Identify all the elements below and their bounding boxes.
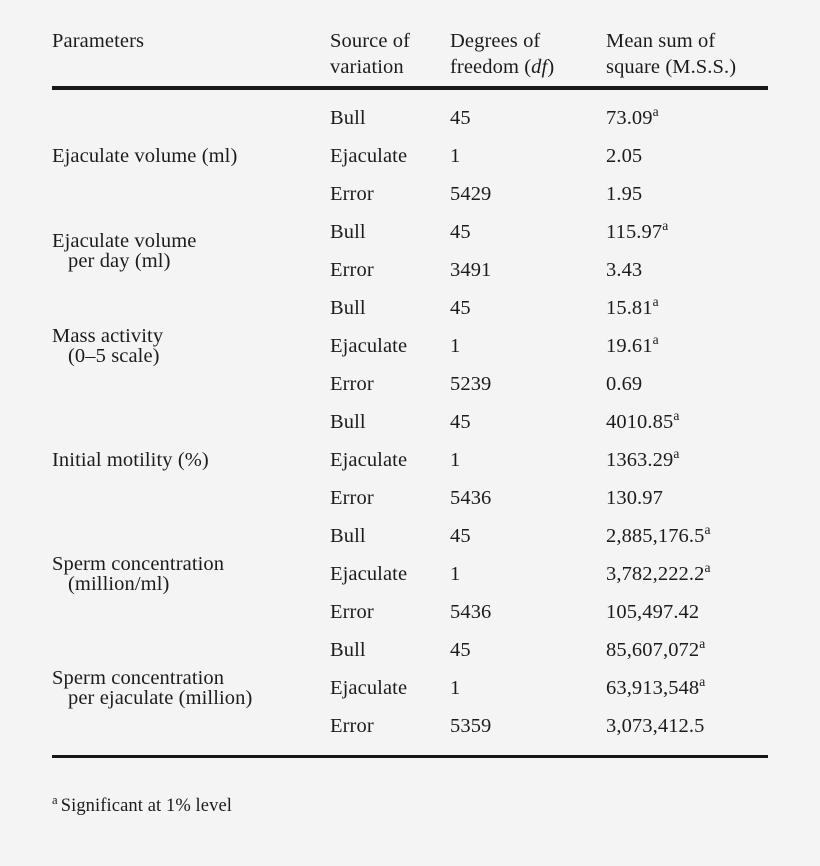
degrees-of-freedom-cell: 1 xyxy=(450,449,461,472)
significance-marker: a xyxy=(704,522,711,538)
parameter-label-line: Sperm concentration xyxy=(52,666,225,689)
mean-sum-of-square-cell xyxy=(606,137,768,175)
mss-value: 2,885,176.5 xyxy=(606,525,705,548)
source-of-variation-cell: Bull xyxy=(330,525,366,548)
degrees-of-freedom-cell: 3491 xyxy=(450,259,492,282)
mean-sum-of-square-cell xyxy=(606,517,768,555)
degrees-of-freedom-cell: 45 xyxy=(450,107,471,130)
mss-value: 4010.85 xyxy=(606,411,674,434)
source-of-variation-cell: Error xyxy=(330,183,374,206)
degrees-of-freedom-cell: 5239 xyxy=(450,373,492,396)
mean-sum-of-square-cell xyxy=(606,555,768,593)
mss-value: 19.61 xyxy=(606,335,653,358)
mss-value: 105,497.42 xyxy=(606,601,700,624)
column-header-df-line-2 xyxy=(450,54,606,80)
footer-spacer-row xyxy=(52,745,768,754)
degrees-of-freedom-cell: 45 xyxy=(450,221,471,244)
column-header-parameters-line-1: Parameters xyxy=(52,30,145,52)
header-spacer-row xyxy=(52,90,768,99)
source-of-variation-cell: Ejaculate xyxy=(330,677,408,700)
table-row xyxy=(52,289,768,327)
table-row xyxy=(52,631,768,669)
source-of-variation-cell: Error xyxy=(330,259,374,282)
mean-sum-of-square-cell xyxy=(606,175,768,213)
source-of-variation-cell: Error xyxy=(330,373,374,396)
column-header-df-pre: freedom ( xyxy=(450,56,532,79)
mean-sum-of-square-cell xyxy=(606,327,768,365)
column-header-df-italic: df xyxy=(531,56,548,79)
parameter-cell xyxy=(52,289,330,403)
mss-value: 63,913,548 xyxy=(606,677,700,700)
table-body xyxy=(52,99,768,745)
degrees-of-freedom-cell: 1 xyxy=(450,563,461,586)
mean-sum-of-square-cell xyxy=(606,99,768,137)
degrees-of-freedom-cell: 45 xyxy=(450,639,471,662)
parameter-label-line: (million/ml) xyxy=(68,573,170,596)
degrees-of-freedom-cell: 45 xyxy=(450,297,471,320)
source-of-variation-cell: Bull xyxy=(330,107,366,130)
significance-marker: a xyxy=(699,674,706,690)
degrees-of-freedom-cell: 45 xyxy=(450,411,471,434)
mean-sum-of-square-cell xyxy=(606,669,768,707)
table-row xyxy=(52,99,768,137)
source-of-variation-cell: Ejaculate xyxy=(330,563,408,586)
parameter-cell xyxy=(52,631,330,745)
significance-marker: a xyxy=(652,332,659,348)
mss-value: 3.43 xyxy=(606,259,643,282)
parameter-cell xyxy=(52,517,330,631)
table-footer xyxy=(52,745,768,758)
table-bottom-rule xyxy=(52,755,768,758)
parameter-label-line: Mass activity xyxy=(52,324,164,347)
table-row xyxy=(52,213,768,251)
degrees-of-freedom-cell: 5429 xyxy=(450,183,492,206)
mss-value: 1.95 xyxy=(606,183,643,206)
column-header-mss-line-2: square (M.S.S.) xyxy=(606,56,737,79)
footer-spacer-cell xyxy=(52,745,768,754)
source-of-variation-cell: Bull xyxy=(330,221,366,244)
degrees-of-freedom-cell: 5359 xyxy=(450,715,492,738)
significance-marker: a xyxy=(652,104,659,120)
source-of-variation-cell: Ejaculate xyxy=(330,449,408,472)
degrees-of-freedom-cell: 45 xyxy=(450,525,471,548)
column-header-source-line-1: Source of xyxy=(330,30,411,52)
mss-value: 3,073,412.5 xyxy=(606,715,705,738)
mss-value: 3,782,222.2 xyxy=(606,563,705,586)
parameter-label-line: Sperm concentration xyxy=(52,552,225,575)
degrees-of-freedom-cell: 1 xyxy=(450,145,461,168)
footer-rule-row xyxy=(52,754,768,758)
significance-marker: a xyxy=(699,636,706,652)
mss-value: 15.81 xyxy=(606,297,653,320)
mean-sum-of-square-cell xyxy=(606,479,768,517)
mss-value: 2.05 xyxy=(606,145,643,168)
mss-value: 73.09 xyxy=(606,107,653,130)
column-header-df-line-1: Degrees of xyxy=(450,30,541,52)
parameter-label-line: per day (ml) xyxy=(68,250,171,273)
column-header-mean-sum-of-square xyxy=(606,28,768,86)
mean-sum-of-square-cell xyxy=(606,707,768,745)
anova-table xyxy=(52,28,768,758)
header-row xyxy=(52,28,768,86)
header-spacer-cell xyxy=(52,90,768,99)
parameter-label-line: Initial motility (%) xyxy=(52,449,209,472)
column-header-source-line-2: variation xyxy=(330,56,404,79)
parameter-cell xyxy=(52,213,330,289)
parameter-label-line: Ejaculate volume xyxy=(52,229,197,252)
mean-sum-of-square-cell xyxy=(606,213,768,251)
significance-marker: a xyxy=(704,560,711,576)
source-of-variation-cell: Error xyxy=(330,715,374,738)
degrees-of-freedom-cell: 5436 xyxy=(450,487,492,510)
parameter-label-line: per ejaculate (million) xyxy=(68,687,253,710)
mean-sum-of-square-cell xyxy=(606,403,768,441)
source-of-variation-cell: Error xyxy=(330,487,374,510)
degrees-of-freedom-cell: 5436 xyxy=(450,601,492,624)
anova-table-container xyxy=(52,28,768,758)
table-header xyxy=(52,28,768,99)
mss-value: 130.97 xyxy=(606,487,663,510)
source-of-variation-cell: Error xyxy=(330,601,374,624)
table-footnote xyxy=(52,792,233,817)
mss-value: 0.69 xyxy=(606,373,643,396)
significance-marker: a xyxy=(673,408,680,424)
table-row xyxy=(52,403,768,441)
column-header-parameters xyxy=(52,28,330,86)
mean-sum-of-square-cell xyxy=(606,365,768,403)
degrees-of-freedom-cell: 1 xyxy=(450,677,461,700)
source-of-variation-cell: Bull xyxy=(330,297,366,320)
parameter-cell xyxy=(52,99,330,213)
parameter-cell xyxy=(52,403,330,517)
footer-rule-cell xyxy=(52,754,768,758)
mean-sum-of-square-cell xyxy=(606,251,768,289)
source-of-variation-cell: Ejaculate xyxy=(330,335,408,358)
significance-marker: a xyxy=(673,446,680,462)
mss-value: 85,607,072 xyxy=(606,639,700,662)
column-header-source-of-variation xyxy=(330,28,450,86)
mean-sum-of-square-cell xyxy=(606,289,768,327)
mean-sum-of-square-cell xyxy=(606,593,768,631)
parameter-label-line: Ejaculate volume (ml) xyxy=(52,145,238,168)
mss-value: 115.97 xyxy=(606,221,663,244)
mss-value: 1363.29 xyxy=(606,449,674,472)
significance-marker: a xyxy=(652,294,659,310)
column-header-degrees-of-freedom xyxy=(450,28,606,86)
source-of-variation-cell: Bull xyxy=(330,411,366,434)
column-header-mss-line-1: Mean sum of xyxy=(606,30,716,52)
footnote-text: Significant at 1% level xyxy=(60,796,233,816)
significance-marker: a xyxy=(662,218,669,234)
degrees-of-freedom-cell: 1 xyxy=(450,335,461,358)
column-header-df-post: ) xyxy=(547,56,555,79)
source-of-variation-cell: Ejaculate xyxy=(330,145,408,168)
parameter-label-line: (0–5 scale) xyxy=(68,345,160,368)
footnote-marker: a xyxy=(52,792,58,807)
mean-sum-of-square-cell xyxy=(606,441,768,479)
mean-sum-of-square-cell xyxy=(606,631,768,669)
table-row xyxy=(52,517,768,555)
source-of-variation-cell: Bull xyxy=(330,639,366,662)
